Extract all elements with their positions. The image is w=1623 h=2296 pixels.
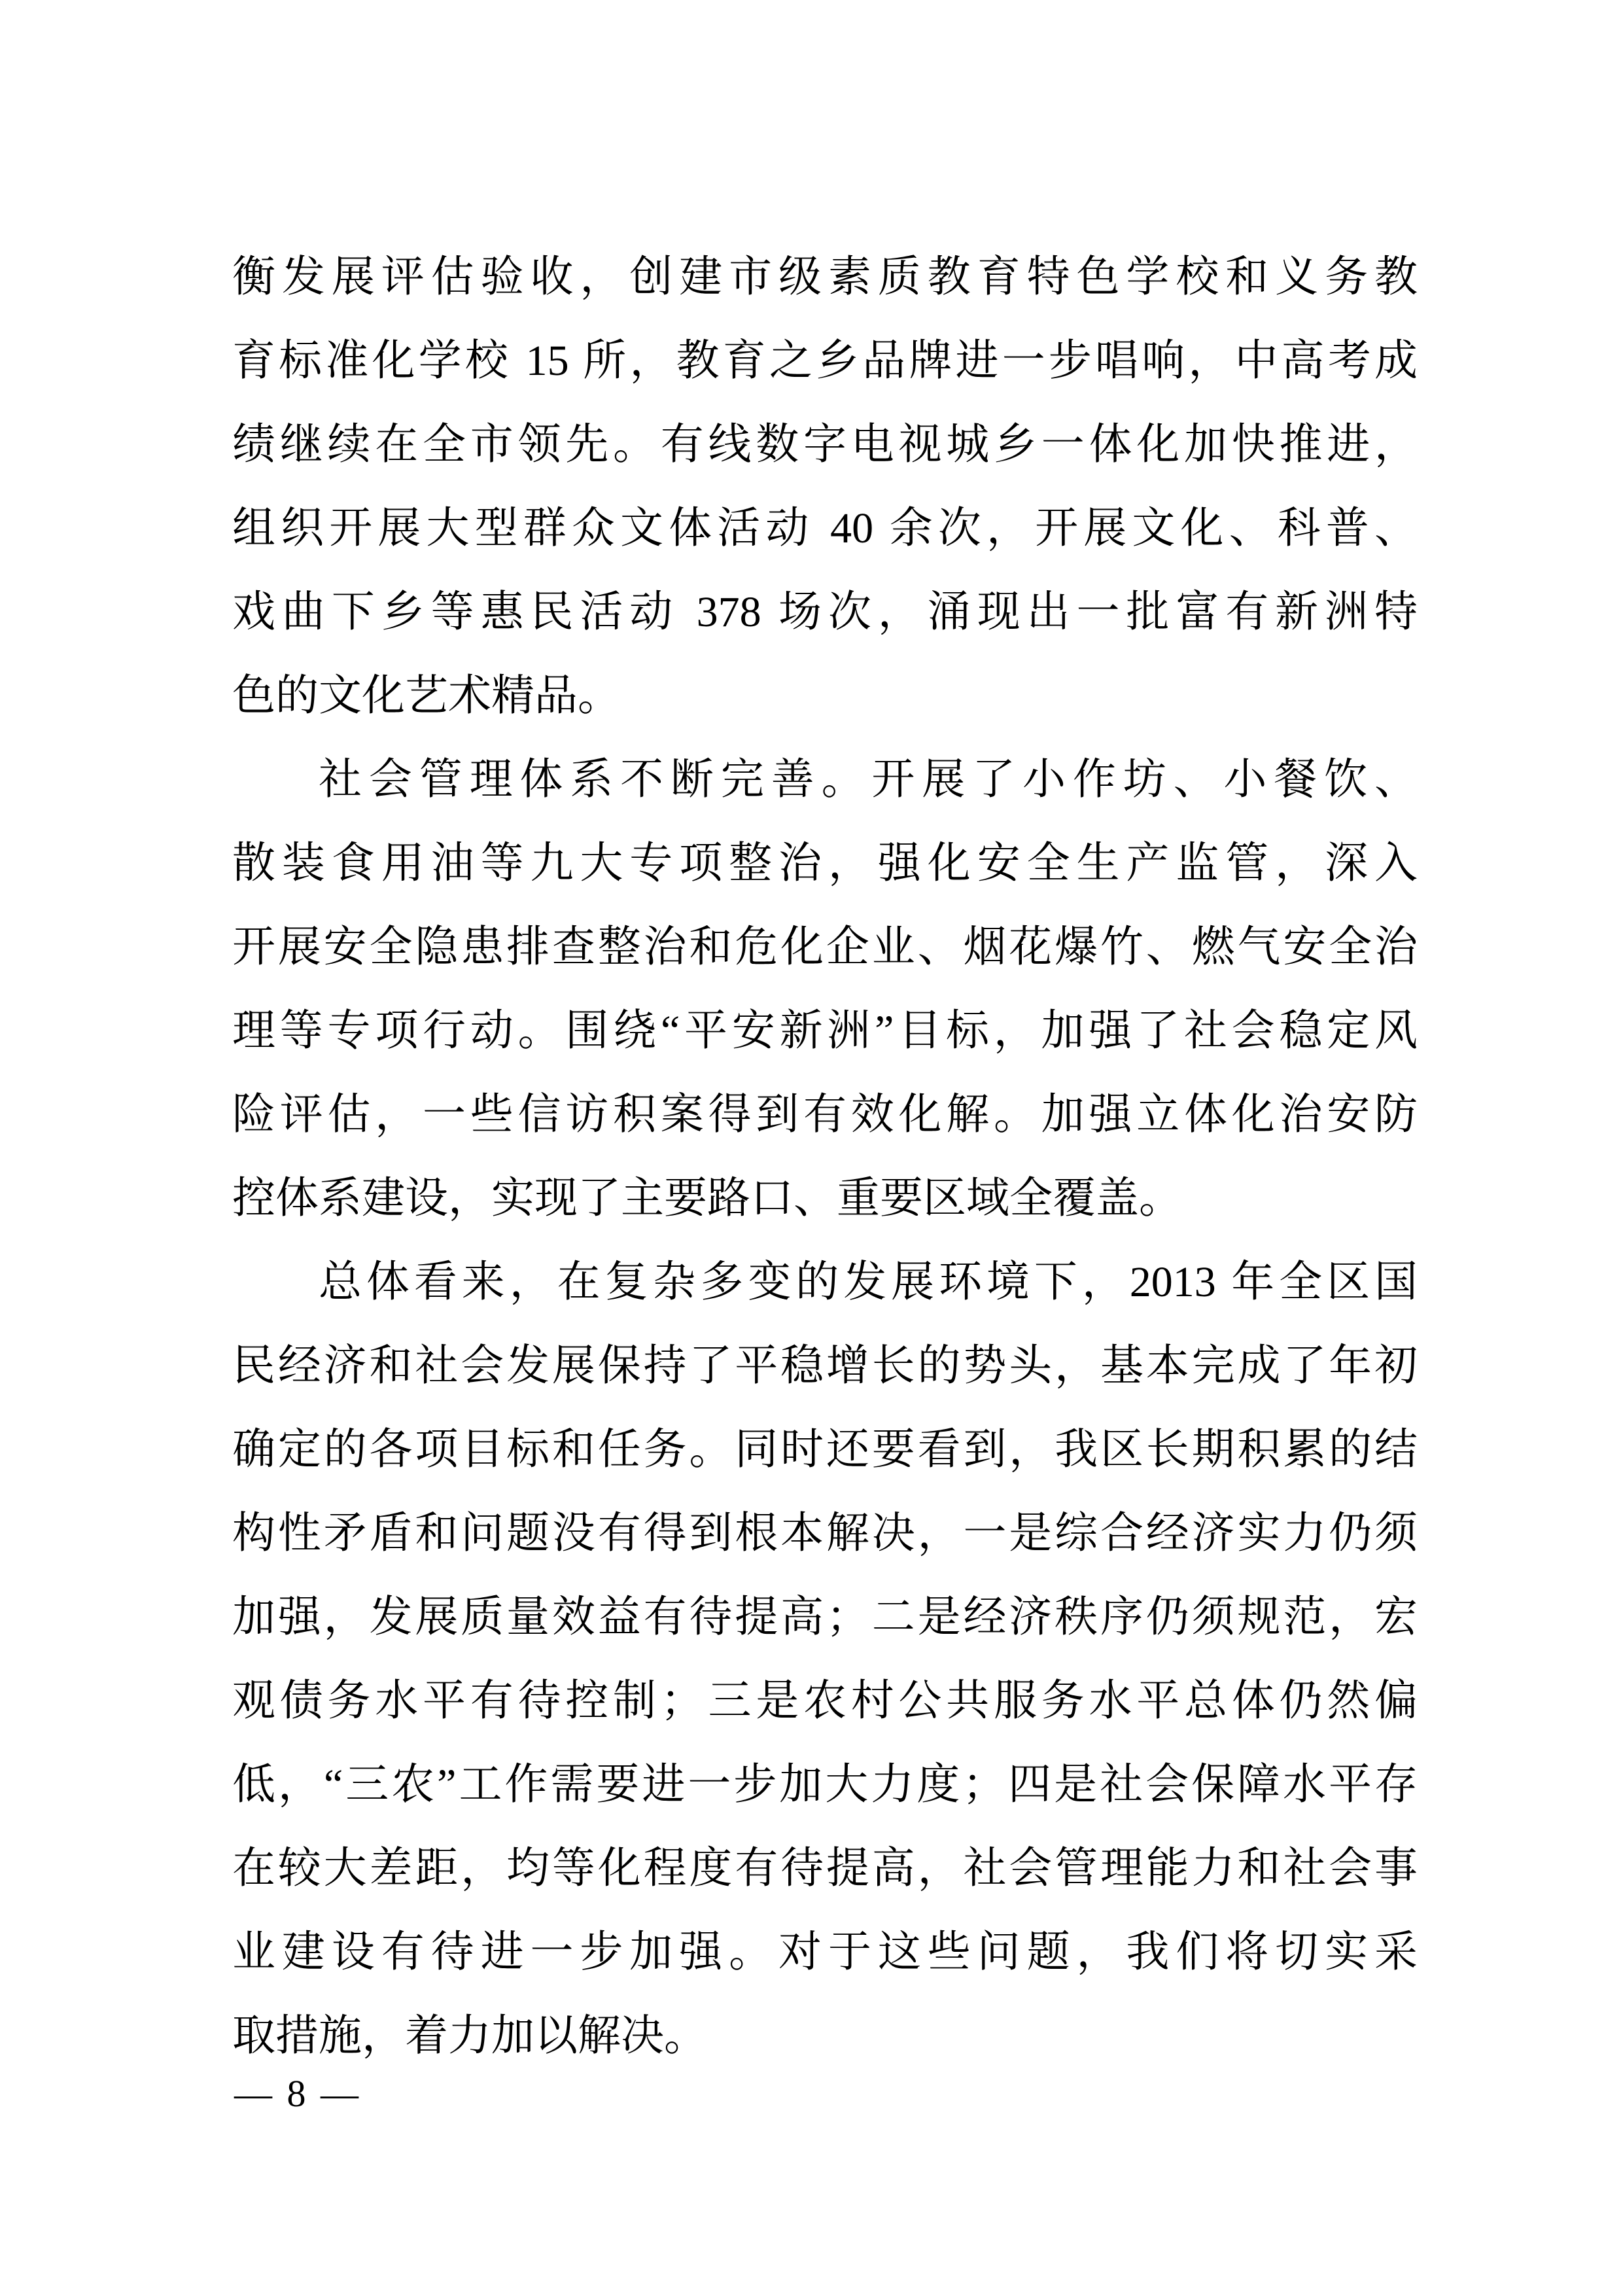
text-line: 色的文化艺术精品。 [232,672,621,720]
text-line paragraph-start: 社会管理体系不断完善。开展了小作坊、小餐饮、 [319,756,1418,804]
text-line: 育标准化学校 15 所，教育之乡品牌进一步唱响，中高考成 [232,337,1418,385]
text-line: 取措施，着力加以解决。 [232,2012,707,2060]
text-line: 理等专项行动。围绕“平安新洲”目标，加强了社会稳定风 [232,1007,1418,1055]
text-line: 衡发展评估验收，创建市级素质教育特色学校和义务教 [232,253,1418,301]
text-line: 构性矛盾和问题没有得到根本解决，一是综合经济实力仍须 [232,1510,1418,1557]
text-line: 控体系建设，实现了主要路口、重要区域全覆盖。 [232,1174,1182,1222]
text-line: 险评估，一些信访积案得到有效化解。加强立体化治安防 [232,1091,1418,1139]
text-line: 低，“三农”工作需要进一步加大力度；四是社会保障水平存 [232,1761,1418,1809]
text-line: 民经济和社会发展保持了平稳增长的势头，基本完成了年初 [232,1342,1418,1390]
text-line: 确定的各项目标和任务。同时还要看到，我区长期积累的结 [232,1426,1418,1474]
text-line: 绩继续在全市领先。有线数字电视城乡一体化加快推进， [232,421,1418,468]
text-line: 在较大差距，均等化程度有待提高，社会管理能力和社会事 [232,1845,1418,1892]
text-line: 加强，发展质量效益有待提高；二是经济秩序仍须规范，宏 [232,1593,1418,1641]
page-number: — 8 — [234,2072,361,2115]
body-text [232,236,1418,2078]
text-line: 开展安全隐患排查整治和危化企业、烟花爆竹、燃气安全治 [232,923,1418,971]
text-line paragraph-start: 总体看来，在复杂多变的发展环境下，2013 年全区国 [319,1258,1418,1306]
text-line: 戏曲下乡等惠民活动 378 场次，涌现出一批富有新洲特 [232,588,1418,636]
text-line: 散装食用油等九大专项整治，强化安全生产监管，深入 [232,839,1418,887]
text-line: 组织开展大型群众文体活动 40 余次，开展文化、科普、 [232,504,1418,552]
text-line: 业建设有待进一步加强。对于这些问题，我们将切实采 [232,1928,1418,1976]
text-line: 观债务水平有待控制；三是农村公共服务水平总体仍然偏 [232,1677,1418,1725]
